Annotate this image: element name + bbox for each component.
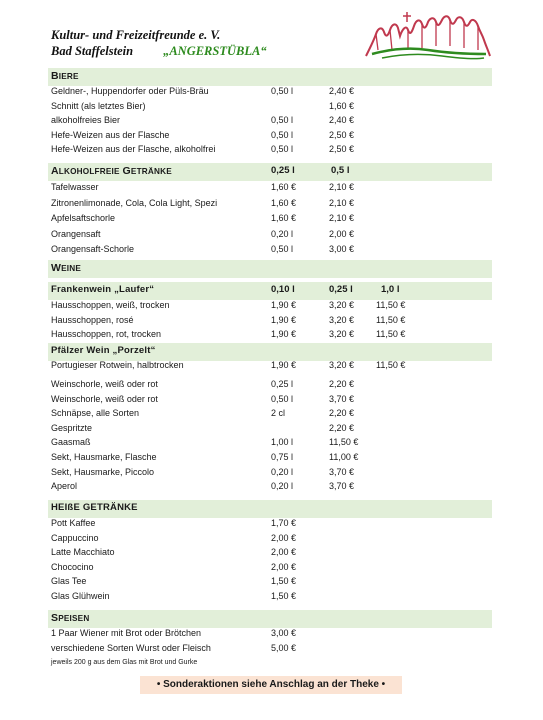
item-name: Gespritzte (51, 422, 93, 433)
col-header-10: 1,0 l (381, 284, 400, 295)
item-p2: 3,20 € (329, 329, 355, 339)
item-p1: 1,90 € (271, 360, 297, 370)
item-name: Weinschorle, weiß oder rot (51, 393, 158, 404)
item-price: 1,50 € (271, 590, 297, 601)
item-price: 3,00 € (271, 628, 297, 638)
footer-banner: • Sonderaktionen siehe Anschlag an der Theke • (140, 676, 402, 694)
item-price: 11,50 € (329, 437, 359, 448)
item-price: 1,50 € (271, 576, 297, 586)
col-header-large: 0,5 l (331, 165, 350, 176)
item-name: Portugieser Rotwein, halbtrocken (51, 360, 184, 370)
item-name: Orangensaft-Schorle (51, 244, 135, 254)
item-price: 2,40 € (329, 86, 355, 96)
item-price: 1,60 € (329, 100, 355, 111)
item-name: Aperol (51, 481, 78, 492)
section-alkoholfrei (48, 163, 492, 181)
item-size: 0,25 l (271, 379, 294, 389)
item-size: 0,50 l (271, 86, 294, 96)
item-name: Hefe-Weizen aus der Flasche (51, 129, 170, 140)
item-name: Glas Glühwein (51, 590, 110, 601)
item-p1: 1,60 € (271, 197, 297, 208)
item-p1: 1,90 € (271, 300, 297, 310)
item-name: Latte Macchiato (51, 547, 115, 557)
section-title: WEINE (51, 262, 82, 274)
item-price: 1,70 € (271, 518, 297, 528)
item-p1: 1,90 € (271, 329, 297, 339)
item-price: 3,70 € (329, 393, 355, 404)
item-price: 11,00 € (329, 452, 359, 462)
venue-name: „ANGERSTÜBLA“ (163, 44, 267, 58)
item-size: 0,20 l (271, 481, 294, 492)
subsection-title: Pfälzer Wein „Porzelt“ (51, 345, 156, 356)
section-weine (48, 260, 492, 278)
item-p1: 0,20 l (271, 228, 294, 239)
item-p1: 1,60 € (271, 182, 297, 192)
item-name: Chococino (51, 561, 94, 572)
item-name: Glas Tee (51, 576, 87, 586)
item-name: Schnitt (als letztes Bier) (51, 100, 146, 111)
item-size: 1,00 l (271, 437, 294, 448)
item-name: Schnäpse, alle Sorten (51, 408, 140, 419)
item-price: 2,20 € (329, 379, 355, 389)
town-name: Bad Staffelstein (51, 44, 134, 58)
item-name: Gaasmaß (51, 437, 91, 448)
org-name: Kultur- und Freizeitfreunde e. V. (51, 28, 221, 42)
section-title: HEIßE GETRÄNKE (51, 502, 138, 513)
item-name: Sekt, Hausmarke, Piccolo (51, 466, 155, 477)
item-p2: 3,20 € (329, 314, 355, 325)
item-size: 2 cl (271, 408, 286, 419)
speisen-note: jeweils 200 g aus dem Glas mit Brot und Gurke (51, 659, 198, 666)
subsection-title: Frankenwein „Laufer“ (51, 284, 155, 295)
item-name: Apfelsaftschorle (51, 213, 116, 223)
item-p2: 2,10 € (329, 213, 355, 223)
item-size: 0,75 l (271, 452, 294, 462)
item-p2: 3,00 € (329, 244, 355, 254)
section-heisse-getraenke (48, 500, 492, 518)
item-size: 0,50 l (271, 144, 294, 154)
item-price: 2,20 € (329, 422, 355, 433)
item-p3: 11,50 € (376, 300, 406, 310)
item-size: 0,50 l (271, 129, 294, 140)
item-price: 5,00 € (271, 642, 297, 653)
item-size: 0,20 l (271, 466, 294, 477)
item-name: Hausschoppen, rot, trocken (51, 329, 162, 339)
item-p2: 2,00 € (329, 228, 355, 239)
item-name: Hausschoppen, weiß, trocken (51, 300, 170, 310)
section-title: SPEISEN (51, 612, 90, 624)
item-price: 3,70 € (329, 481, 355, 492)
item-name: Orangensaft (51, 228, 101, 239)
item-p1: 1,60 € (271, 213, 297, 223)
item-price: 2,20 € (329, 408, 355, 419)
item-p2: 2,10 € (329, 197, 355, 208)
item-size: 0,50 l (271, 115, 294, 125)
item-name: Tafelwasser (51, 182, 99, 192)
item-p1: 1,90 € (271, 314, 297, 325)
item-price: 2,00 € (271, 532, 297, 543)
item-p2: 2,10 € (329, 182, 355, 192)
item-p3: 11,50 € (376, 329, 406, 339)
item-name: verschiedene Sorten Wurst oder Fleisch (51, 642, 211, 653)
col-header-025: 0,25 l (329, 284, 353, 295)
item-price: 2,50 € (329, 144, 355, 154)
item-name: Pott Kaffee (51, 518, 96, 528)
item-size: 0,50 l (271, 393, 294, 404)
item-name: 1 Paar Wiener mit Brot oder Brötchen (51, 628, 202, 638)
item-price: 3,70 € (329, 466, 355, 477)
castle-rock-logo (362, 10, 494, 66)
section-title: ALKOHOLFREIE GETRÄNKE (51, 165, 172, 177)
item-p1: 0,50 l (271, 244, 294, 254)
item-name: Cappuccino (51, 532, 99, 543)
item-p3: 11,50 € (376, 314, 406, 325)
item-name: Weinschorle, weiß oder rot (51, 379, 158, 389)
section-title: BIERE (51, 70, 79, 82)
item-name: alkoholfreies Bier (51, 115, 121, 125)
item-price: 2,40 € (329, 115, 355, 125)
item-p3: 11,50 € (376, 360, 406, 370)
item-name: Geldner-, Huppendorfer oder Püls-Bräu (51, 86, 209, 96)
item-name: Zitronenlimonade, Cola, Cola Light, Spezi (51, 197, 218, 208)
item-name: Hausschoppen, rosé (51, 314, 134, 325)
item-price: 2,00 € (271, 561, 297, 572)
item-price: 2,00 € (271, 547, 297, 557)
item-name: Sekt, Hausmarke, Flasche (51, 452, 157, 462)
col-header-small: 0,25 l (271, 165, 295, 176)
col-header-010: 0,10 l (271, 284, 295, 295)
item-name: Hefe-Weizen aus der Flasche, alkoholfrei (51, 144, 216, 154)
item-p2: 3,20 € (329, 360, 355, 370)
item-price: 2,50 € (329, 129, 355, 140)
item-p2: 3,20 € (329, 300, 355, 310)
